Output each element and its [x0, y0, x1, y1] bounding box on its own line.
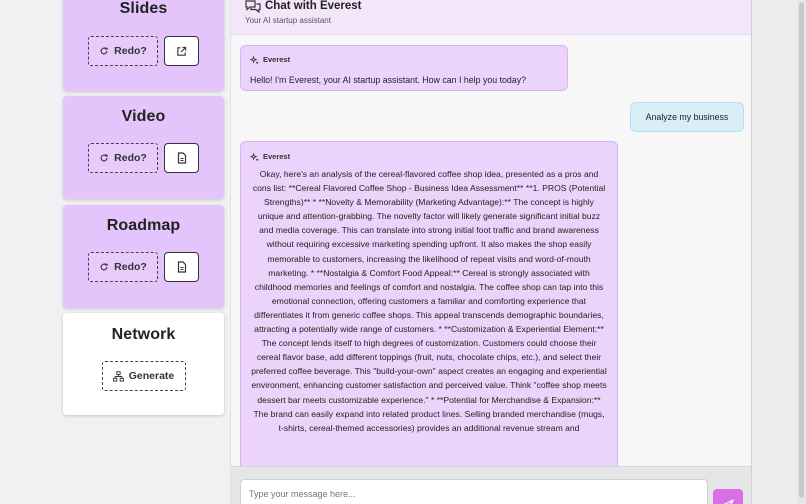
chat-message-input[interactable] [240, 479, 708, 504]
roadmap-card-title: Roadmap [106, 217, 181, 234]
user-message [630, 102, 744, 132]
redo-icon [99, 46, 109, 56]
network-icon [113, 371, 124, 382]
redo-icon [99, 262, 109, 272]
slides-open-button[interactable] [164, 36, 199, 66]
assistant-message [240, 45, 568, 91]
sender-name: Everest [263, 55, 291, 64]
file-icon [177, 261, 187, 273]
sparkle-icon [250, 56, 259, 65]
chat-panel [230, 0, 752, 504]
network-generate-label: Generate [128, 370, 175, 382]
sender-name: Everest [263, 152, 291, 161]
video-redo-button[interactable] [88, 143, 158, 173]
chat-subtitle: Your AI startup assistant [245, 16, 331, 25]
file-icon [177, 152, 187, 164]
message-text: Analyze my business [645, 112, 729, 122]
external-link-icon [176, 46, 187, 57]
assistant-message [240, 141, 618, 481]
redo-icon [99, 153, 109, 163]
roadmap-redo-button[interactable] [88, 252, 158, 282]
project-sidebar [0, 0, 230, 504]
slides-redo-label: Redo? [114, 45, 147, 57]
message-text: Okay, here's an analysis of the cereal-flavored coffee shop idea, presented as a pros and cons list: **Cereal Flavored Coffee Shop - Business Idea Assessment** **1. PROS (Potential Strengths)** * **Novelty & Memorability (Marketing Advantage):** The concept is highly unique and attention-grabbing. The novelty factor will likely generate significant initial buzz and media coverage. This can translate into strong initial foot traffic and brand awareness without requiring excessive marketing spending upfront. It also makes the shop easily memorable to customers, increasing the likelihood of repeat visits and word-of-mouth marketing. * **Nostalgia & Comfort Food Appeal:** Cereal is strongly associated with childhood memories and feelings of comfort and nostalgia. The coffee shop can tap into this emotional connection, offering customers a familiar and comforting experience that differentiates it from generic coffee shops. This appeal transcends demographic boundaries, attracting a potentially wide range of customers. * **Customization & Experiential Element:** The concept lends itself to high degrees of customization. Customers could choose their cereal flavor base, add different toppings (fruit, nuts, chocolate chips, etc.), and select their preferred coffee beverage. This "build-your-own" aspect creates an engaging and experiential environment, enhancing customer satisfaction and perceived value. Think "coffee shop meets dessert bar meets customizable experience." * **Potential for Merchandise & Expansion:** The brand can easily expand into related product lines. Selling branded merchandise (mugs, t-shirts, cereal-themed accessories) provides an additional revenue stream and [251, 169, 607, 433]
send-icon [723, 499, 734, 504]
slides-redo-button[interactable] [88, 36, 158, 66]
roadmap-redo-label: Redo? [114, 261, 147, 273]
chat-bubbles-icon [245, 0, 261, 13]
chat-title: Chat with Everest [265, 0, 362, 12]
slides-card [63, 0, 224, 91]
sparkle-icon [250, 153, 259, 162]
network-card-title: Network [111, 326, 176, 343]
chat-header [231, 0, 752, 35]
scrollbar-thumb[interactable] [799, 2, 804, 498]
network-generate-button[interactable] [102, 361, 186, 391]
roadmap-open-button[interactable] [164, 252, 199, 282]
video-redo-label: Redo? [114, 152, 147, 164]
message-sender [250, 150, 608, 164]
slides-card-title: Slides [119, 0, 168, 17]
chat-input-area [231, 466, 752, 504]
send-button[interactable] [713, 489, 743, 504]
message-text: Hello! I'm Everest, your AI startup assistant. How can I help you today? [250, 75, 526, 85]
network-card [63, 313, 224, 415]
video-open-button[interactable] [164, 143, 199, 173]
message-sender [250, 53, 558, 67]
roadmap-card [63, 205, 224, 308]
video-card [63, 96, 224, 199]
video-card-title: Video [121, 108, 166, 125]
